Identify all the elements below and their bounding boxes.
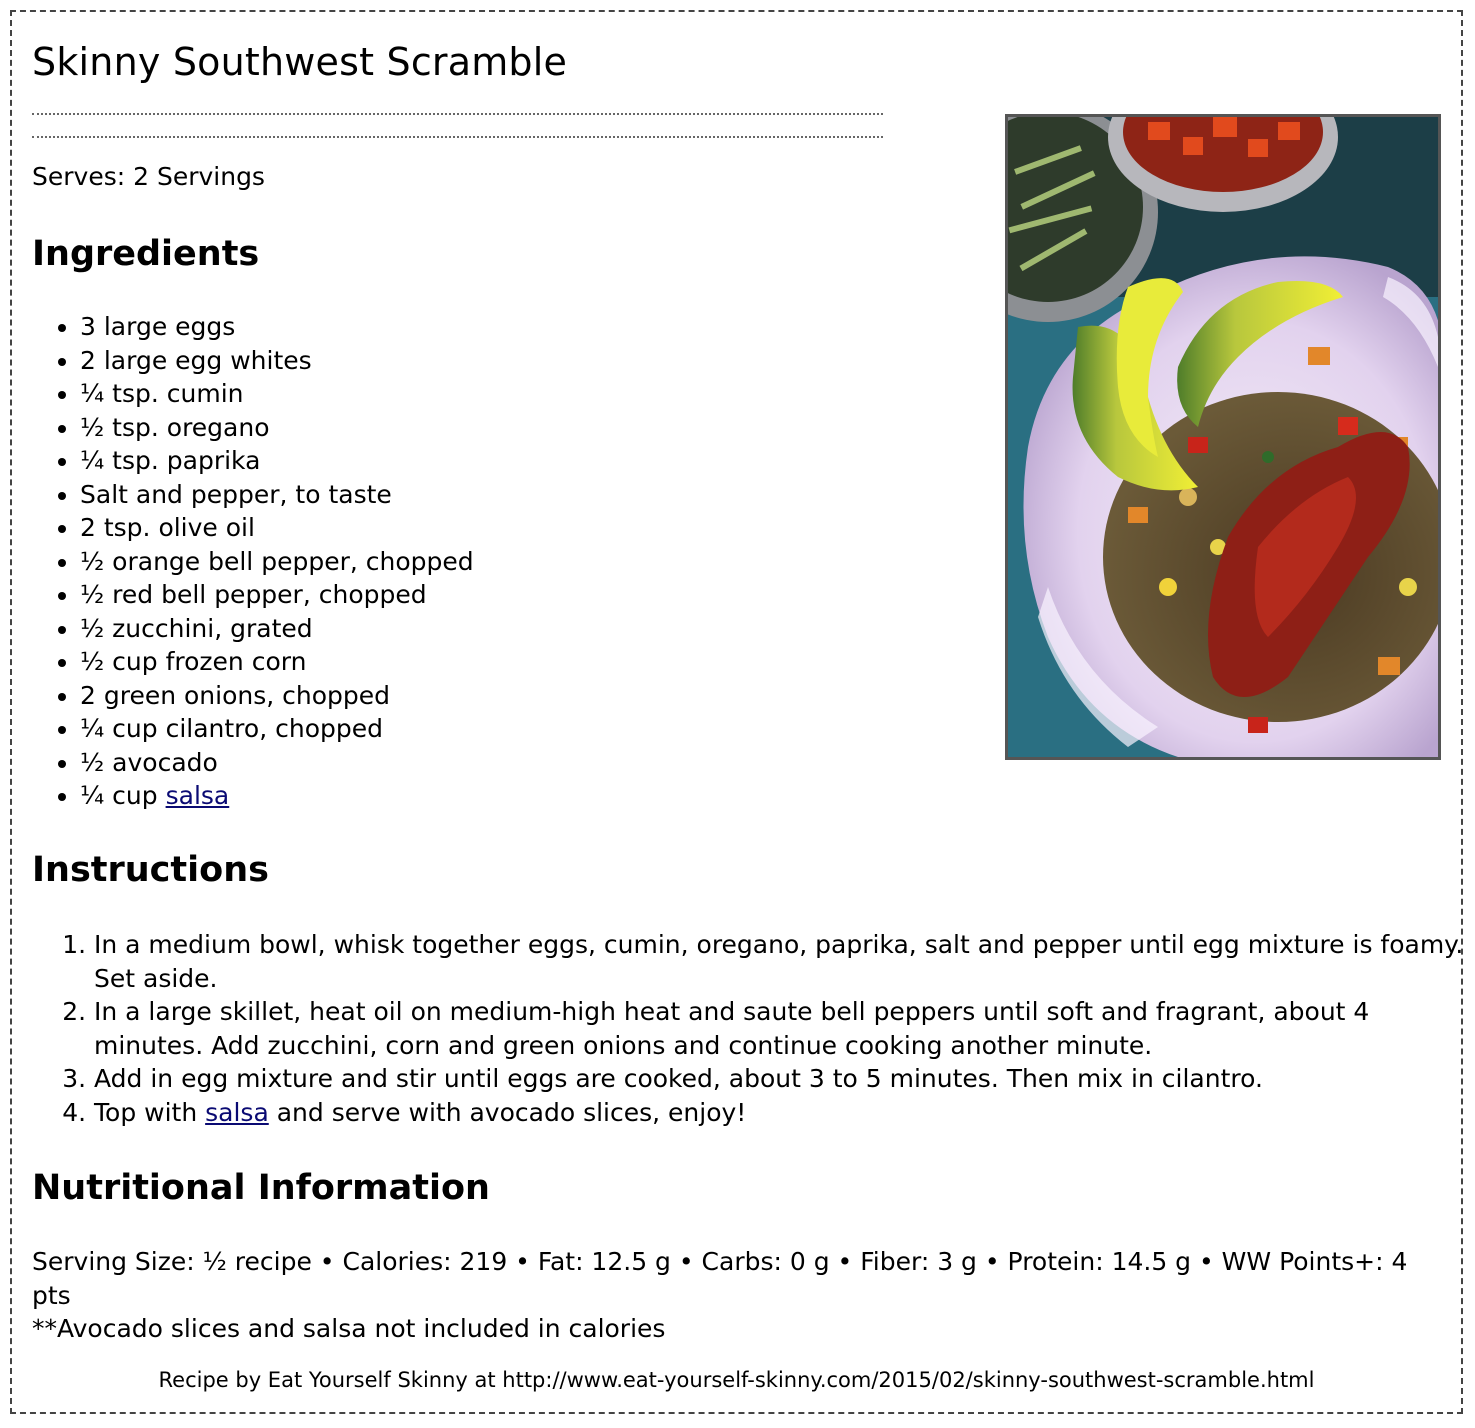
recipe-card xyxy=(10,10,1463,1414)
ingredient-item: • ½ zucchini, grated xyxy=(80,612,474,646)
nutrition-info xyxy=(32,1245,1437,1346)
instruction-step-4 xyxy=(94,1096,1474,1130)
ingredient-item: • 2 large egg whites xyxy=(80,344,474,378)
ingredient-item-salsa xyxy=(80,779,474,813)
ingredient-item: • ¼ tsp. cumin xyxy=(80,377,474,411)
ingredient-item: • 3 large eggs xyxy=(80,310,474,344)
ingredient-item: • ¼ tsp. paprika xyxy=(80,444,474,478)
instructions-list xyxy=(32,928,1474,1129)
recipe-photo xyxy=(1005,114,1441,760)
step-text: and serve with avocado slices, enjoy! xyxy=(268,1097,747,1127)
serves-text: Serves: 2 Servings xyxy=(32,162,265,191)
instruction-step: 3. Add in egg mixture and stir until eggs are cooked, about 3 to 5 minutes. Then mix in cilantro. xyxy=(94,1062,1474,1096)
nutrition-note: **Avocado slices and salsa not included in calories xyxy=(32,1314,666,1343)
ingredient-item: • Salt and pepper, to taste xyxy=(80,478,474,512)
ingredient-item: • 2 tsp. olive oil xyxy=(80,511,474,545)
scramble-dish-image xyxy=(1008,117,1438,757)
ingredient-item: • 2 green onions, chopped xyxy=(80,679,474,713)
ingredient-item: • ½ red bell pepper, chopped xyxy=(80,578,474,612)
ingredient-item: • ½ tsp. oregano xyxy=(80,411,474,445)
ingredient-item: • ½ orange bell pepper, chopped xyxy=(80,545,474,579)
dotted-divider xyxy=(32,113,883,115)
instruction-step: 2. In a large skillet, heat oil on medium-high heat and saute bell peppers until soft and fragrant, about 4 minutes. Add zucchini, corn and green onions and continue cooking another minute. xyxy=(94,995,1474,1062)
ingredients-list xyxy=(32,310,474,813)
recipe-attribution: Recipe by Eat Yourself Skinny at http://www.eat-yourself-skinny.com/2015/02/skinny-southwest-scramble.html xyxy=(158,1368,1315,1392)
ingredient-item: • ¼ cup cilantro, chopped xyxy=(80,712,474,746)
salsa-link[interactable]: salsa xyxy=(205,1097,269,1127)
recipe-title: Skinny Southwest Scramble xyxy=(32,40,568,84)
salsa-link[interactable]: salsa xyxy=(165,781,230,810)
nutrition-line: Serving Size: ½ recipe • Calories: 219 • Fat: 12.5 g • Carbs: 0 g • Fiber: 3 g • Protein: 14.5 g • WW Points+: 4 pts xyxy=(32,1247,1408,1310)
ingredient-item: • ½ avocado xyxy=(80,746,474,780)
ingredient-text: ¼ cup xyxy=(80,781,166,810)
ingredients-heading: Ingredients xyxy=(32,234,260,274)
ingredient-item: • ½ cup frozen corn xyxy=(80,645,474,679)
step-text: Top with xyxy=(94,1097,206,1127)
nutrition-heading: Nutritional Information xyxy=(32,1168,490,1208)
instructions-heading: Instructions xyxy=(32,850,269,890)
instruction-step: 1. In a medium bowl, whisk together eggs, cumin, oregano, paprika, salt and pepper until egg mixture is foamy. Set aside. xyxy=(94,928,1474,995)
dotted-divider xyxy=(32,136,883,138)
